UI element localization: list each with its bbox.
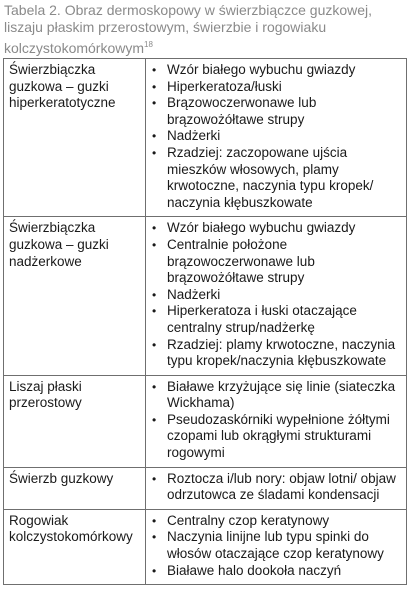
- caption-reference: 18: [144, 40, 153, 49]
- condition-cell: Świerzbiączka guzkowa – guzki hiperkeratotyczne: [4, 59, 146, 217]
- list-item: [151, 62, 402, 79]
- table-caption: [4, 2, 406, 57]
- feature-text: Brązowoczerwonawe lub brązowożółtawe strupy: [167, 95, 317, 127]
- list-item: [151, 563, 402, 580]
- condition-cell: Rogowiak kolczystokomórkowy: [4, 509, 146, 584]
- feature-text: Pseudozaskórniki wypełnione żółtymi czopami lub okrągłymi strukturami rogowymi: [167, 411, 390, 461]
- feature-list: [151, 220, 402, 369]
- feature-text: Wzór białego wybuchu gwiazdy: [167, 220, 356, 236]
- bullet-icon: •: [152, 563, 157, 578]
- feature-text: Białawe krzyżujące się linie (siateczka Wickhama): [167, 378, 396, 411]
- list-item: [151, 471, 402, 504]
- table-row: [4, 467, 407, 509]
- bullet-icon: •: [152, 513, 157, 528]
- feature-text: Hiperkeratoza/łuski: [167, 78, 282, 94]
- list-item: [151, 128, 402, 145]
- caption-text: Tabela 2. Obraz dermoskopowy w świerzbiączce guzkowej, liszaju płaskim przerostowym, świerzbie i rogowiaku kolczystokomórkowym: [4, 2, 373, 56]
- feature-text: Wzór białego wybuchu gwiazdy: [167, 62, 356, 77]
- bullet-icon: •: [152, 221, 157, 236]
- list-item: [151, 412, 402, 462]
- features-cell: [146, 375, 407, 467]
- table-row: [4, 59, 407, 217]
- list-item: [151, 529, 402, 562]
- feature-list: [151, 379, 402, 462]
- feature-text: Nadżerki: [167, 286, 221, 302]
- feature-list: [151, 62, 402, 211]
- bullet-icon: •: [152, 79, 157, 94]
- features-cell: [146, 217, 407, 375]
- list-item: [151, 513, 402, 530]
- bullet-icon: •: [152, 96, 157, 111]
- table-row: [4, 375, 407, 467]
- features-cell: [146, 509, 407, 584]
- bullet-icon: •: [152, 379, 157, 394]
- feature-text: Rzadziej: zaczopowane ujścia mieszków włosowych, plamy krwotoczne, naczynia typu kropek/ naczynia kłębuszkowate: [167, 144, 374, 210]
- feature-text: Naczynia linijne lub typu spinki do włosów otaczające czop keratynowy: [167, 529, 384, 562]
- bullet-icon: •: [152, 145, 157, 160]
- feature-text: Nadżerki: [167, 128, 221, 144]
- bullet-icon: •: [152, 129, 157, 144]
- bullet-icon: •: [152, 304, 157, 319]
- bullet-icon: •: [152, 287, 157, 302]
- features-cell: [146, 467, 407, 509]
- list-item: [151, 337, 402, 370]
- feature-text: Białawe halo dookoła naczyń: [167, 562, 342, 578]
- feature-text: Roztocza i/lub nory: objaw lotni/ objaw odrzutowca ze śladami kondensacji: [167, 470, 396, 503]
- list-item: [151, 237, 402, 287]
- list-item: [151, 220, 402, 237]
- list-item: [151, 379, 402, 412]
- list-item: [151, 145, 402, 211]
- bullet-icon: •: [152, 63, 157, 77]
- condition-cell: Liszaj płaski przerostowy: [4, 375, 146, 467]
- feature-text: Hiperkeratoza i łuski otaczające centralny strup/nadżerkę: [167, 303, 357, 335]
- bullet-icon: •: [152, 237, 157, 252]
- bullet-icon: •: [152, 530, 157, 545]
- feature-list: [151, 513, 402, 579]
- list-item: [151, 287, 402, 304]
- list-item: [151, 95, 402, 128]
- condition-cell: Świerzbiączka guzkowa – guzki nadżerkowe: [4, 217, 146, 375]
- features-cell: [146, 59, 407, 217]
- table-row: [4, 509, 407, 584]
- bullet-icon: •: [152, 412, 157, 427]
- list-item: [151, 79, 402, 96]
- condition-cell: Świerzb guzkowy: [4, 467, 146, 509]
- dermoscopy-table: [3, 58, 407, 585]
- feature-text: Centralnie położone brązowoczerwonawe lub brązowożółtawe strupy: [167, 236, 315, 286]
- feature-list: [151, 471, 402, 504]
- bullet-icon: •: [152, 471, 157, 486]
- feature-text: Rzadziej: plamy krwotoczne, naczynia typu kropek/naczynia kłębuszkowate: [167, 336, 396, 369]
- feature-text: Centralny czop keratynowy: [167, 512, 330, 528]
- table-row: [4, 217, 407, 375]
- list-item: [151, 303, 402, 336]
- bullet-icon: •: [152, 337, 157, 352]
